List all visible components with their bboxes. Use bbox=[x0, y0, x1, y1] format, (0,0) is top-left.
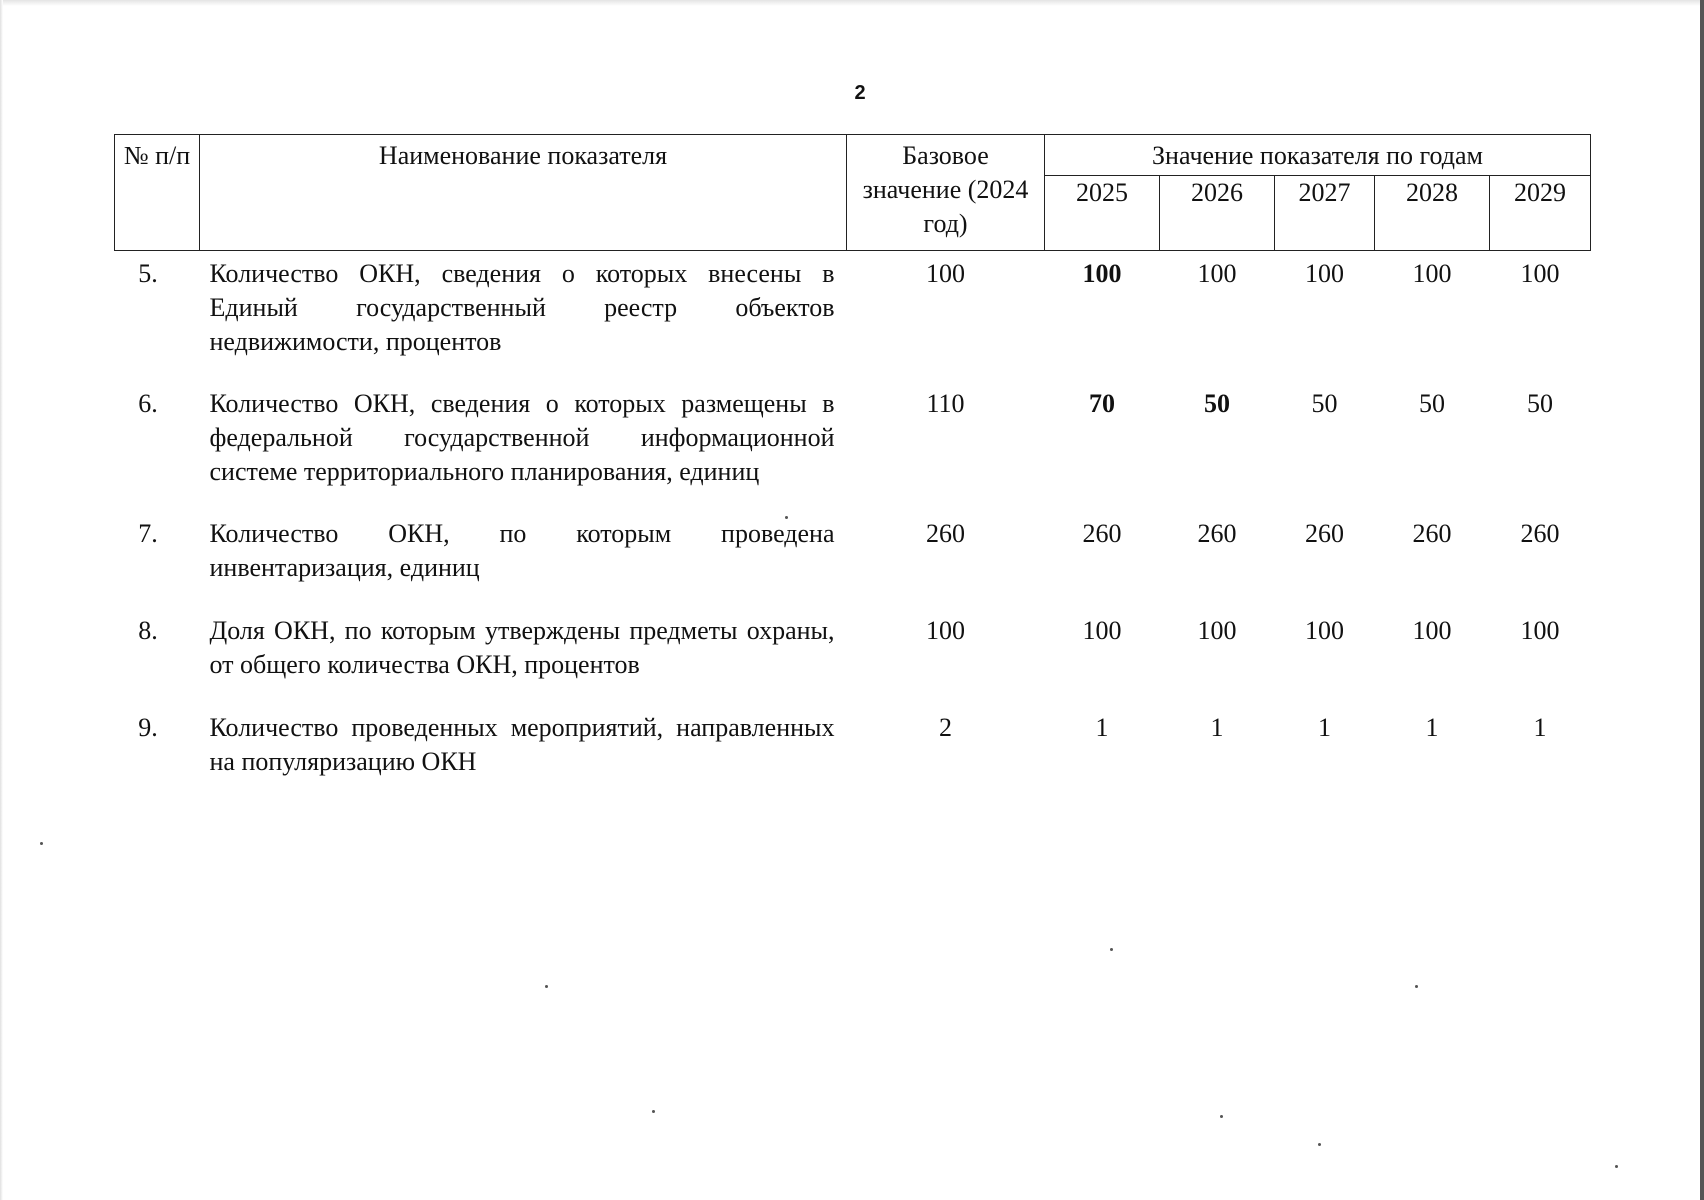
indicators-table bbox=[114, 134, 1591, 802]
scan-speck bbox=[1318, 1143, 1321, 1146]
scan-speck bbox=[1415, 985, 1418, 988]
scan-edge-top bbox=[0, 0, 1704, 6]
row-year-value: 50 bbox=[1419, 388, 1445, 418]
header-year: 2027 bbox=[1275, 176, 1375, 251]
header-number: № п/п bbox=[115, 135, 200, 251]
scan-speck bbox=[1110, 948, 1113, 951]
table-body bbox=[115, 251, 1591, 802]
table-row bbox=[115, 381, 1591, 511]
row-year-value: 1 bbox=[1533, 712, 1547, 742]
row-year-value: 260 bbox=[1197, 518, 1237, 548]
row-indicator-name: Количество ОКН, сведения о которых внесены в Единый государственный реестр объектов недвижимости, процентов bbox=[209, 259, 835, 356]
row-number: 6. bbox=[138, 388, 158, 418]
row-year-value: 260 bbox=[1082, 518, 1122, 548]
row-year-value: 1 bbox=[1095, 712, 1109, 742]
table-row bbox=[115, 705, 1591, 802]
row-year-value: 100 bbox=[1412, 259, 1452, 288]
header-year: 2028 bbox=[1375, 176, 1490, 251]
table-row bbox=[115, 608, 1591, 705]
row-year-value: 1 bbox=[1425, 712, 1439, 742]
scan-speck bbox=[1220, 1115, 1223, 1118]
row-year-value: 260 bbox=[1412, 518, 1452, 548]
row-year-value: 260 bbox=[1520, 518, 1560, 548]
header-base: Базовое значение (2024 год) bbox=[847, 135, 1045, 251]
row-year-value: 100 bbox=[1412, 615, 1452, 645]
row-year-value: 100 bbox=[1520, 615, 1560, 645]
row-indicator-name: Количество ОКН, сведения о которых размещены в федеральной государственной информационной системе территориального планирования, единиц bbox=[209, 388, 835, 486]
row-year-value: 100 bbox=[1520, 259, 1560, 288]
scan-speck bbox=[652, 1110, 655, 1113]
header-year: 2025 bbox=[1045, 176, 1160, 251]
row-year-value: 100 bbox=[1305, 615, 1344, 645]
scan-speck bbox=[545, 985, 548, 988]
scan-edge-left bbox=[0, 0, 3, 1200]
header-year: 2029 bbox=[1490, 176, 1591, 251]
header-year: 2026 bbox=[1160, 176, 1275, 251]
scan-speck bbox=[40, 842, 43, 845]
row-indicator-name: Количество проведенных мероприятий, направленных на популяризацию ОКН bbox=[209, 712, 835, 776]
row-year-value: 260 bbox=[1305, 518, 1344, 548]
row-number: 9. bbox=[138, 712, 158, 742]
row-base-value: 2 bbox=[939, 712, 952, 742]
scan-speck bbox=[785, 516, 788, 519]
table-row bbox=[115, 251, 1591, 381]
row-year-value: 1 bbox=[1210, 712, 1224, 742]
row-year-value: 100 bbox=[1082, 259, 1122, 288]
row-number: 7. bbox=[138, 518, 158, 548]
row-base-value: 100 bbox=[926, 259, 965, 288]
row-year-value: 100 bbox=[1082, 615, 1122, 645]
row-year-value: 100 bbox=[1305, 259, 1344, 288]
page-number: 2 bbox=[854, 82, 866, 104]
row-year-value: 50 bbox=[1311, 388, 1338, 418]
header-name: Наименование показателя bbox=[200, 135, 847, 251]
table-row bbox=[115, 511, 1591, 608]
row-year-value: 100 bbox=[1197, 615, 1237, 645]
row-number: 5. bbox=[138, 259, 158, 288]
row-indicator-name: Доля ОКН, по которым утверждены предметы охраны, от общего количества ОКН, процентов bbox=[209, 615, 835, 679]
header-years-group: Значение показателя по годам bbox=[1045, 135, 1591, 176]
row-year-value: 1 bbox=[1318, 712, 1331, 742]
row-base-value: 260 bbox=[926, 518, 965, 548]
row-year-value: 100 bbox=[1197, 259, 1237, 288]
row-year-value: 70 bbox=[1089, 388, 1115, 418]
row-indicator-name: Количество ОКН, по которым проведена инвентаризация, единиц bbox=[209, 518, 835, 582]
row-number: 8. bbox=[138, 615, 158, 645]
row-base-value: 100 bbox=[926, 615, 965, 645]
row-base-value: 110 bbox=[926, 388, 965, 418]
table-header bbox=[115, 135, 1591, 251]
row-year-value: 50 bbox=[1527, 388, 1553, 418]
row-year-value: 50 bbox=[1204, 388, 1230, 418]
scan-speck bbox=[1615, 1165, 1618, 1168]
scan-edge-right bbox=[1700, 0, 1704, 1200]
